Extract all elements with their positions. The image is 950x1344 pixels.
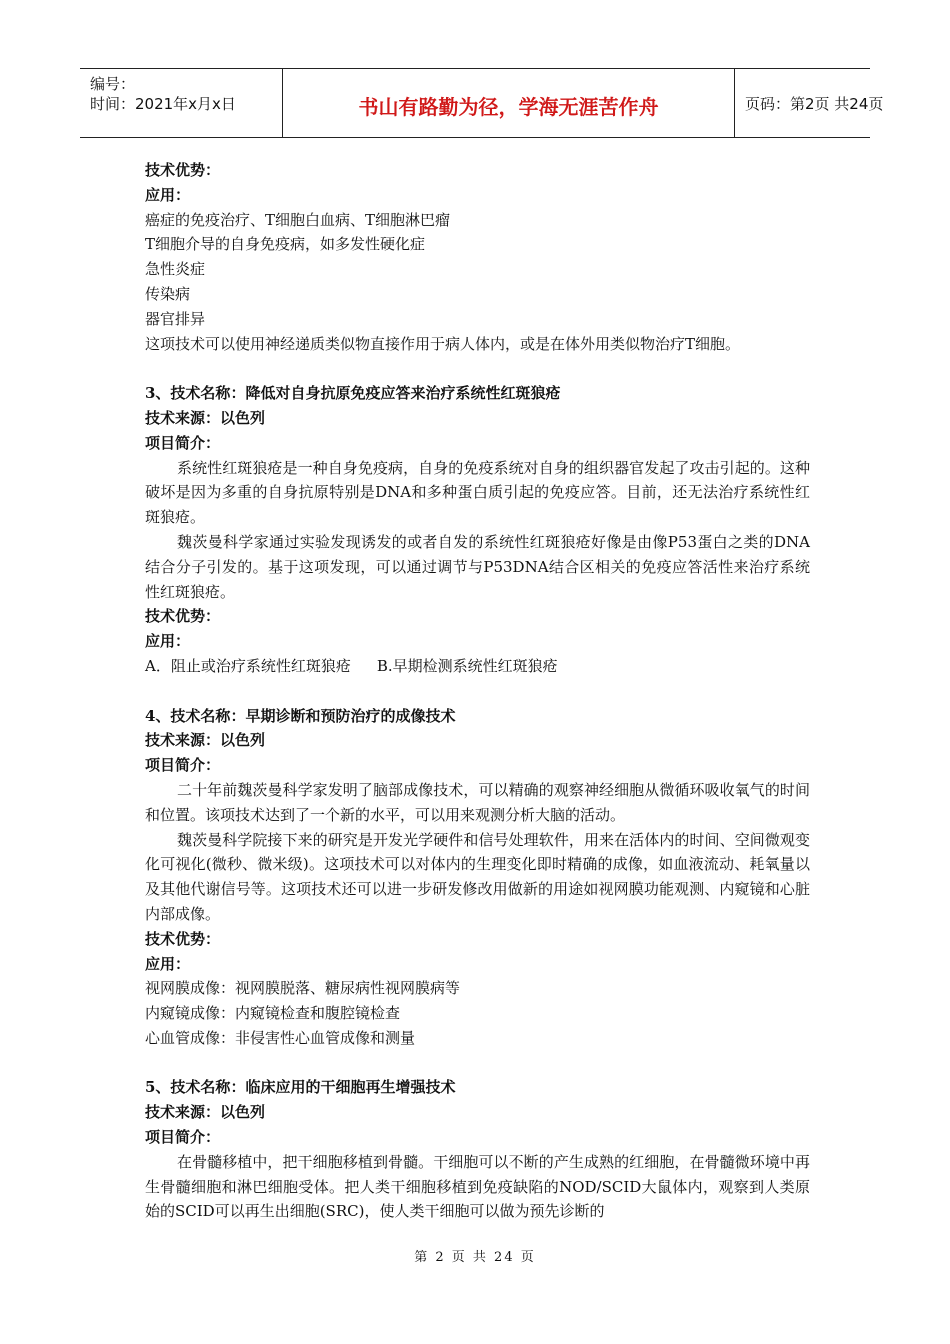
s3-paragraph: 魏茨曼科学家通过实验发现诱发的或者自发的系统性红斑狼疮好像是由像P53蛋白之类的DNA结合分子引发的。基于这项发现，可以通过调节与P53DNA结合区相关的免疫应答活性来治疗系统性红斑狼疮。 — [145, 532, 810, 601]
s4-intro-label: 项目简介： — [145, 756, 221, 775]
header-center-cell — [282, 69, 735, 137]
s4-application-label: 应用： — [145, 954, 191, 973]
s4-paragraph: 二十年前魏茨曼科学家发明了脑部成像技术，可以精确的观察神经细胞从微循环吸收氧气的时间和位置。该项技术达到了一个新的水平，可以用来观测分析大脑的活动。 — [145, 780, 810, 824]
s2-application-item: 急性炎症 — [145, 260, 206, 279]
s5-paragraph: 在骨髓移植中，把干细胞移植到骨髓。干细胞可以不断的产生成熟的红细胞，在骨髓微环境中再生骨髓细胞和淋巴细胞受体。把人类干细胞移植到免疫缺陷的NOD/SCID大鼠体内，观察到人类原始的SCID可以再生出细胞(SRC)，使人类干细胞可以做为预先诊断的 — [145, 1152, 810, 1221]
s4-source: 技术来源：以色列 — [145, 731, 266, 750]
s5-source: 技术来源：以色列 — [145, 1103, 266, 1122]
s3-intro-label: 项目简介： — [145, 433, 221, 452]
s5-intro-label: 项目简介： — [145, 1128, 221, 1147]
page-footer: 第 2 页 共 24 页 — [414, 1250, 536, 1265]
s3-advantage-label: 技术优势： — [145, 607, 221, 626]
s3-application-options — [145, 654, 810, 679]
s2-advantage-label: 技术优势： — [145, 161, 221, 179]
s4-application-item: 视网膜成像：视网膜脱落、糖尿病性视网膜病等 — [145, 979, 461, 998]
header-page-number: 页码：第2页 共24页 — [745, 95, 884, 113]
s2-application-label: 应用： — [145, 185, 191, 204]
s4-application-item: 内窥镜成像：内窥镜检查和腹腔镜检查 — [145, 1004, 401, 1023]
s4-paragraph: 魏茨曼科学院接下来的研究是开发光学硬件和信号处理软件，用来在活体内的时间、空间微观变化可视化(微秒、微米级)。这项技术可以对体内的生理变化即时精确的成像，如血液流动、耗氧量以及其他代谢信号等。这项技术还可以进一步研发修改用做新的用途如视网膜功能观测、内窥镜和心脏内部成像。 — [145, 830, 810, 923]
s2-application-item: T细胞介导的自身免疫病，如多发性硬化症 — [145, 235, 426, 254]
s3-application-b: B.早期检测系统性红斑狼疮 — [376, 656, 558, 675]
header-motto: 书山有路勤为径，学海无涯苦作舟 — [358, 95, 659, 119]
s4-advantage-label: 技术优势： — [145, 929, 221, 948]
header-left-cell — [80, 69, 282, 137]
page-header — [80, 68, 884, 138]
s2-application-item: 器官排异 — [145, 309, 206, 328]
serial-label: 编号： — [90, 75, 136, 93]
header-right-cell — [735, 69, 884, 137]
s3-source: 技术来源：以色列 — [145, 408, 266, 427]
s4-application-item: 心血管成像：非侵害性心血管成像和测量 — [145, 1028, 416, 1047]
document-body — [145, 158, 810, 1224]
s3-application-label: 应用： — [145, 632, 191, 651]
s3-paragraph: 系统性红斑狼疮是一种自身免疫病，自身的免疫系统对自身的组织器官发起了攻击引起的。这种破坏是因为多重的自身抗原特别是DNA和多种蛋白质引起的免疫应答。目前，还无法治疗系统性红斑狼疮。 — [145, 458, 810, 527]
s5-title: 5、技术名称：临床应用的干细胞再生增强技术 — [145, 1078, 456, 1097]
s3-application-a: A．阻止或治疗系统性红斑狼疮 — [145, 656, 351, 675]
s2-application-item: 传染病 — [145, 284, 191, 303]
date-text: 时间：2021年x月x日 — [90, 95, 236, 113]
s2-note: 这项技术可以使用神经递质类似物直接作用于病人体内，或是在体外用类似物治疗T细胞。 — [145, 334, 741, 353]
s2-application-item: 癌症的免疫治疗、T细胞白血病、T细胞淋巴瘤 — [145, 210, 451, 229]
s4-title: 4、技术名称：早期诊断和预防治疗的成像技术 — [145, 706, 456, 725]
s3-title: 3、技术名称：降低对自身抗原免疫应答来治疗系统性红斑狼疮 — [145, 384, 561, 403]
